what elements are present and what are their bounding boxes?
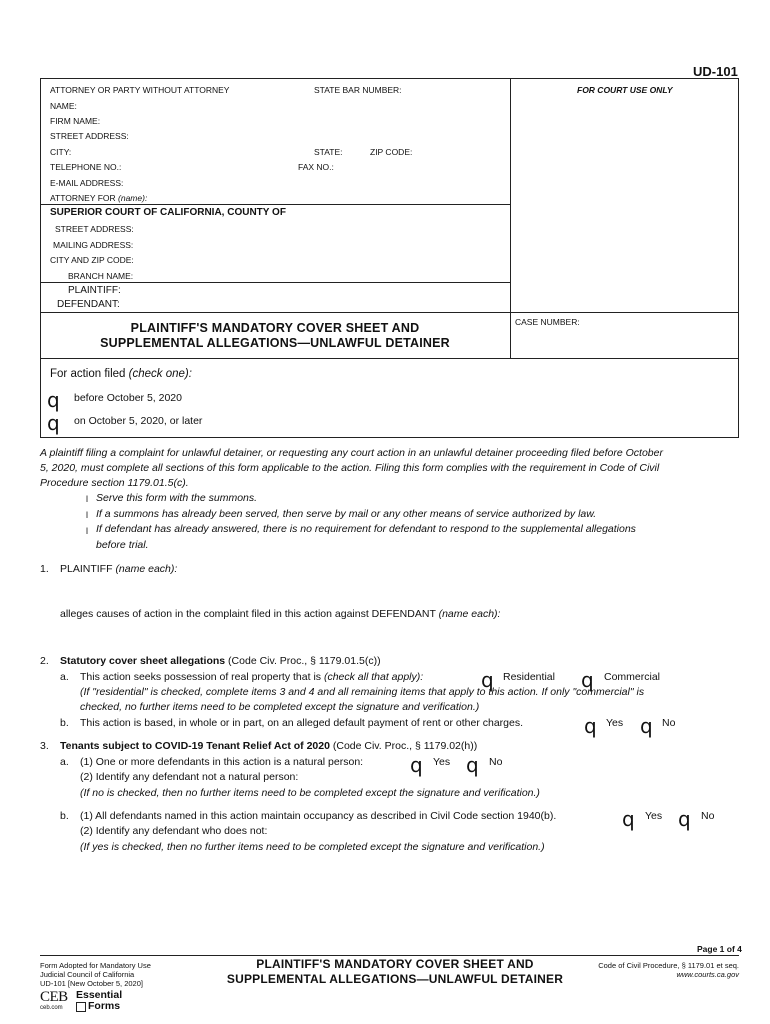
intro-line-1: A plaintiff filing a complaint for unlawful detainer, or requesting any court action in an unlawful detainer proceeding filed before October [40, 447, 663, 459]
defendant-label: DEFENDANT: [57, 299, 120, 310]
intro-paragraph [40, 446, 750, 491]
case-number-label: CASE NUMBER: [515, 317, 580, 327]
after-oct5-checkbox[interactable]: q [47, 411, 60, 435]
item3a-note: (If no is checked, then no further items need to be completed except the signature and verification.) [80, 787, 540, 799]
item1-number: 1. [40, 563, 49, 575]
bullet-icon: l [86, 510, 88, 520]
after-oct5-label: on October 5, 2020, or later [74, 415, 203, 427]
before-oct5-checkbox[interactable]: q [47, 388, 60, 412]
footer-code: Code of Civil Procedure, § 1179.01 et seq. [598, 961, 739, 970]
item3b-1: (1) All defendants named in this action maintain occupancy as described in Civil Code section 1940(b). [80, 810, 557, 822]
title-line1: PLAINTIFF'S MANDATORY COVER SHEET AND [130, 321, 420, 335]
bullet-icon: l [86, 526, 88, 536]
item2a-note-2: checked, no further items need to be completed except the signature and verification.) [80, 701, 480, 713]
item3a-no-checkbox[interactable]: q [466, 753, 479, 777]
ceb-logo-text: CEB [40, 989, 68, 1005]
intro-bullet-3b: before trial. [96, 539, 149, 551]
item2b-yes-label: Yes [606, 717, 624, 729]
intro-bullet-1: Serve this form with the summons. [96, 492, 258, 504]
attorney-for-label: ATTORNEY FOR (name): [50, 193, 148, 203]
action-filed-label: For action filed (check one): [50, 368, 192, 380]
essential-logo-text: Essential [76, 989, 123, 1001]
divider-court-parties [40, 282, 510, 283]
item1-plaintiff-label: PLAINTIFF (name each): [60, 563, 178, 575]
intro-bullet-3a: If defendant has already answered, there is no requirement for defendant to respond to the supplemental allegations [96, 523, 636, 535]
item2b-label: b. [60, 717, 69, 729]
form-id: UD-101 [693, 64, 738, 79]
divider-attorney-court [40, 204, 510, 205]
item3b-yes-checkbox[interactable]: q [622, 807, 635, 831]
attorney-label: ATTORNEY OR PARTY WITHOUT ATTORNEY [50, 85, 230, 95]
court-use-divider [510, 78, 511, 358]
essential-forms-logo [76, 990, 122, 1012]
name-label: NAME: [50, 101, 77, 111]
court-branch-label: BRANCH NAME: [68, 271, 134, 281]
plaintiff-label: PLAINTIFF: [68, 285, 121, 296]
item2a-label: a. [60, 671, 69, 683]
before-oct5-label: before October 5, 2020 [74, 392, 182, 404]
item3a-yes-label: Yes [433, 756, 451, 768]
item2a-text: This action seeks possession of real property that is (check all that apply): [80, 671, 424, 683]
court-mailing-label: MAILING ADDRESS: [53, 240, 134, 250]
item3b-note: (If yes is checked, then no further items need to be completed except the signature and verification.) [80, 841, 545, 853]
page-number: Page 1 of 4 [697, 944, 742, 954]
court-street-label: STREET ADDRESS: [55, 224, 134, 234]
item3b-no-checkbox[interactable]: q [678, 807, 691, 831]
bullet-icon: l [86, 494, 88, 504]
phone-label: TELEPHONE NO.: [50, 162, 122, 172]
item3a-1: (1) One or more defendants in this action is a natural person: [80, 756, 364, 768]
commercial-checkbox[interactable]: q [581, 668, 594, 692]
footer-rule [40, 955, 739, 956]
item3a-yes-checkbox[interactable]: q [410, 753, 423, 777]
forms-logo-text: Forms [88, 1000, 121, 1012]
divider-title-action [40, 358, 739, 359]
adopted-line-3: UD-101 [New October 5, 2020] [40, 979, 143, 988]
form-adoption-info [40, 961, 151, 988]
court-use-label: FOR COURT USE ONLY [577, 85, 673, 95]
item3a-label: a. [60, 756, 69, 768]
footer-website: www.courts.ca.gov [676, 970, 739, 979]
item3a-2: (2) Identify any defendant not a natural person: [80, 771, 299, 783]
email-label: E-MAIL ADDRESS: [50, 178, 124, 188]
adopted-line-1: Form Adopted for Mandatory Use [40, 961, 151, 970]
zip-label: ZIP CODE: [370, 147, 413, 157]
item3b-label: b. [60, 810, 69, 822]
footer-title-1: PLAINTIFF'S MANDATORY COVER SHEET AND [256, 957, 534, 971]
divider-parties-title [40, 312, 739, 313]
footer-title-2: SUPPLEMENTAL ALLEGATIONS—UNLAWFUL DETAINER [226, 972, 564, 986]
city-label: CITY: [50, 147, 72, 157]
item2-heading: Statutory cover sheet allegations (Code Civ. Proc., § 1179.01.5(c)) [60, 655, 381, 667]
item2b-no-label: No [662, 717, 676, 729]
court-cityzip-label: CITY AND ZIP CODE: [50, 255, 134, 265]
intro-line-2: 5, 2020, must complete all sections of this form applicable to the action. Filing this form complies with the requirement in Code of Civil [40, 462, 660, 474]
adopted-line-2: Judicial Council of California [40, 970, 135, 979]
residential-label: Residential [503, 671, 555, 683]
header-box [40, 78, 739, 438]
item3b-yes-label: Yes [645, 810, 663, 822]
intro-line-3: Procedure section 1179.01.5(c). [40, 477, 189, 489]
street-label: STREET ADDRESS: [50, 131, 129, 141]
forms-logo-row [76, 1001, 122, 1012]
state-label: STATE: [314, 147, 343, 157]
item3b-no-label: No [701, 810, 715, 822]
ceb-logo-site: ceb.com [40, 1005, 63, 1011]
fax-label: FAX NO.: [298, 162, 334, 172]
item2a-note-1: (If "residential" is checked, complete items 3 and 4 and all remaining items that apply to this action. If only "commercial" is [80, 686, 645, 698]
ceb-logo [40, 990, 70, 1012]
footer-code-block [560, 961, 739, 979]
item2b-no-checkbox[interactable]: q [640, 714, 653, 738]
item3-heading: Tenants subject to COVID-19 Tenant Relief Act of 2020 (Code Civ. Proc., § 1179.02(h)) [60, 740, 478, 752]
forms-logo-icon [76, 1002, 86, 1012]
item3-number: 3. [40, 740, 49, 752]
item2b-text: This action is based, in whole or in part, on an alleged default payment of rent or other charges. [80, 717, 524, 729]
residential-checkbox[interactable]: q [481, 668, 494, 692]
firm-label: FIRM NAME: [50, 116, 101, 126]
item3b-2: (2) Identify any defendant who does not: [80, 825, 268, 837]
intro-bullet-2: If a summons has already been served, then serve by mail or any other means of service authorized by law. [96, 508, 597, 520]
commercial-label: Commercial [604, 671, 661, 683]
item3a-no-label: No [489, 756, 503, 768]
title-line2: SUPPLEMENTAL ALLEGATIONS—UNLAWFUL DETAINER [100, 336, 450, 350]
item2b-yes-checkbox[interactable]: q [584, 714, 597, 738]
item2-number: 2. [40, 655, 49, 667]
item1-alleges-label: alleges causes of action in the complaint filed in this action against DEFENDANT (name each): [60, 608, 501, 620]
state-bar-label: STATE BAR NUMBER: [314, 85, 402, 95]
court-title: SUPERIOR COURT OF CALIFORNIA, COUNTY OF [50, 207, 286, 218]
